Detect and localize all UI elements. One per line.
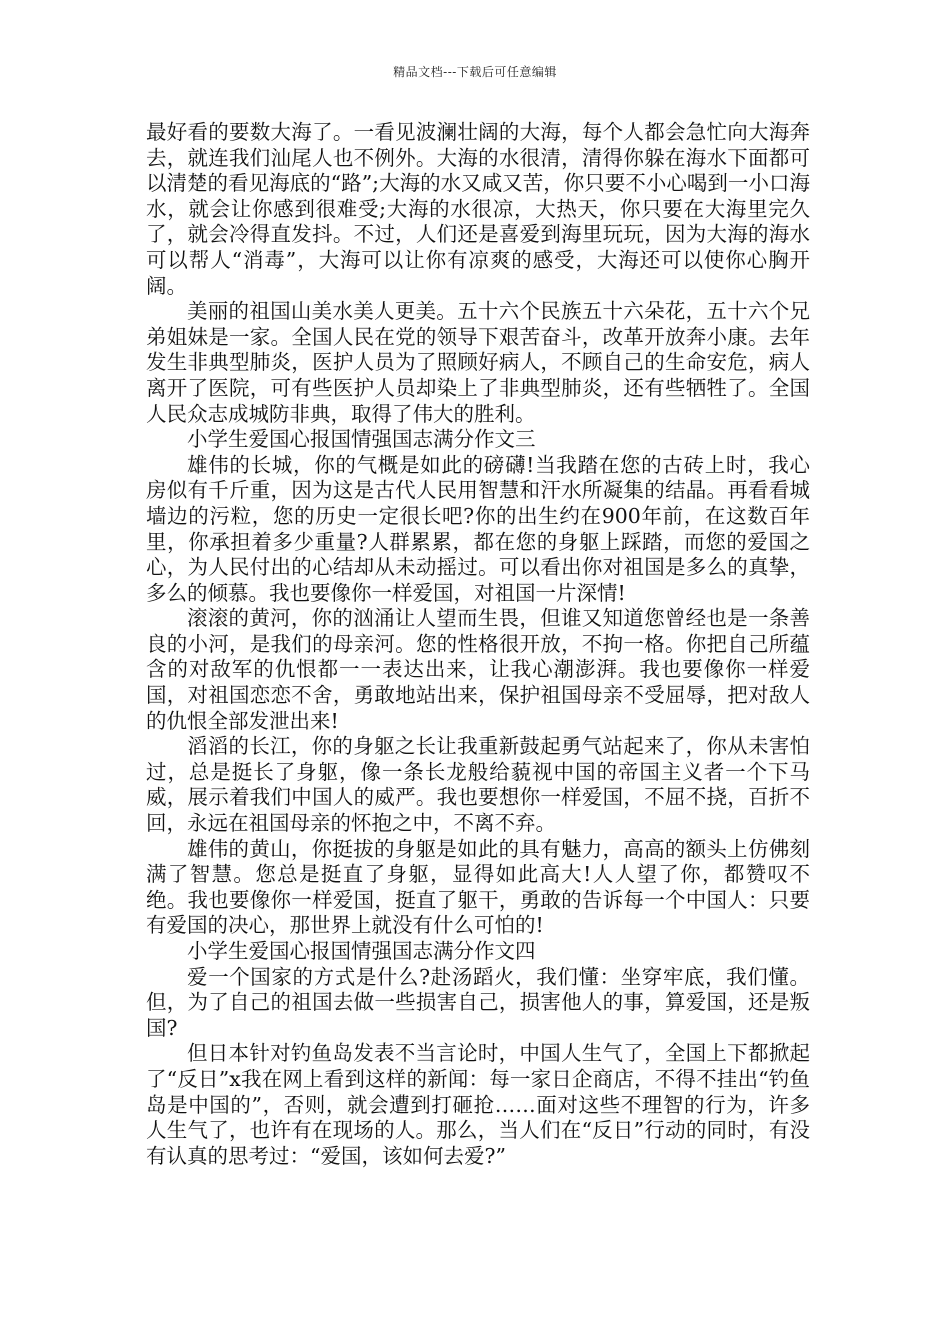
essay-heading-four: 小学生爱国心报国情强国志满分作文四 xyxy=(187,939,536,963)
document-body xyxy=(146,120,810,1169)
paragraph-yellow-river: 滚滚的黄河，你的汹涌让人望而生畏，但谁又知道您曾经也是一条善良的小河，是我们的母亲河。您的性格很开放，不拘一格。你把自己所蕴含的对敌军的仇恨都一一表达出来，让我心潮澎湃。我也要像你一样爱国，对祖国恋恋不舍，勇敢地站出来，保护祖国母亲不受屈辱，把对敌人的仇恨全部发泄出来! xyxy=(146,606,810,733)
paragraph-diaoyu: 但日本针对钓鱼岛发表不当言论时，中国人生气了，全国上下都掀起了“反日”x我在网上看到这样的新闻：每一家日企商店，不得不挂出“钓鱼岛是中国的”，否则，就会遭到打砸抢……面对这些不理智的行为，许多人生气了，也许有在现场的人。那么，当人们在“反日”行动的同时，有没有认真的思考过：“爱国，该如何去爱?” xyxy=(146,1041,810,1168)
page-header: 精品文档---下载后可任意编辑 xyxy=(393,65,557,79)
essay-heading-three: 小学生爱国心报国情强国志满分作文三 xyxy=(187,427,536,452)
paragraph-yangtze: 滔滔的长江，你的身躯之长让我重新鼓起勇气站起来了，你从未害怕过，总是挺长了身躯，像一条长龙般给藐视中国的帝国主义者一个下马威，展示着我们中国人的威严。我也要想你一样爱国，不屈不挠，百折不回，永远在祖国母亲的怀抱之中，不离不弃。 xyxy=(146,734,810,836)
paragraph-love-country: 爱一个国家的方式是什么?赴汤蹈火，我们懂：坐穿牢底，我们懂。但，为了自己的祖国去做一些损害自己，损害他人的事，算爱国，还是叛国? xyxy=(146,964,810,1040)
paragraph-motherland: 美丽的祖国山美水美人更美。五十六个民族五十六朵花，五十六个兄弟姐妹是一家。全国人民在党的领导下艰苦奋斗，改革开放奔小康。去年发生非典型肺炎，医护人员为了照顾好病人，不顾自己的生命安危，病人离开了医院，可有些医护人员却染上了非典型肺炎，还有些牺牲了。全国人民众志成城防非典，取得了伟大的胜利。 xyxy=(146,299,810,426)
paragraph-huangshan: 雄伟的黄山，你挺拔的身躯是如此的具有魅力，高高的额头上仿佛刻满了智慧。您总是挺直了身躯，显得如此高大!人人望了你，都赞叹不绝。我也要像你一样爱国，挺直了躯干，勇敢的告诉每一个中国人：只要有爱国的决心，那世界上就没有什么可怕的! xyxy=(146,836,810,938)
paragraph-sea: 最好看的要数大海了。一看见波澜壮阔的大海，每个人都会急忙向大海奔去，就连我们汕尾人也不例外。大海的水很清，清得你躲在海水下面都可以清楚的看见海底的“路”;大海的水又咸又苦，你只要不小心喝到一小口海水，就会让你感到很难受;大海的水很凉，大热天，你只要在大海里完久了，就会冷得直发抖。不过，人们还是喜爱到海里玩玩，因为大海的海水可以帮人“消毒”，大海可以让你有凉爽的感受，大海还可以使你心胸开阔。 xyxy=(146,120,810,298)
paragraph-great-wall: 雄伟的长城，你的气概是如此的磅礴!当我踏在您的古砖上时，我心房似有千斤重，因为这是古代人民用智慧和汗水所凝集的结晶。再看看城墙边的污粒，您的历史一定很长吧?你的出生约在900年前，在这数百年里，你承担着多少重量?人群累累，都在您的身躯上踩踏，而您的爱国之心，为人民付出的心结却从未动摇过。可以看出你对祖国是多么的真挚，多么的倾慕。我也要像你一样爱国，对祖国一片深情! xyxy=(146,452,810,605)
